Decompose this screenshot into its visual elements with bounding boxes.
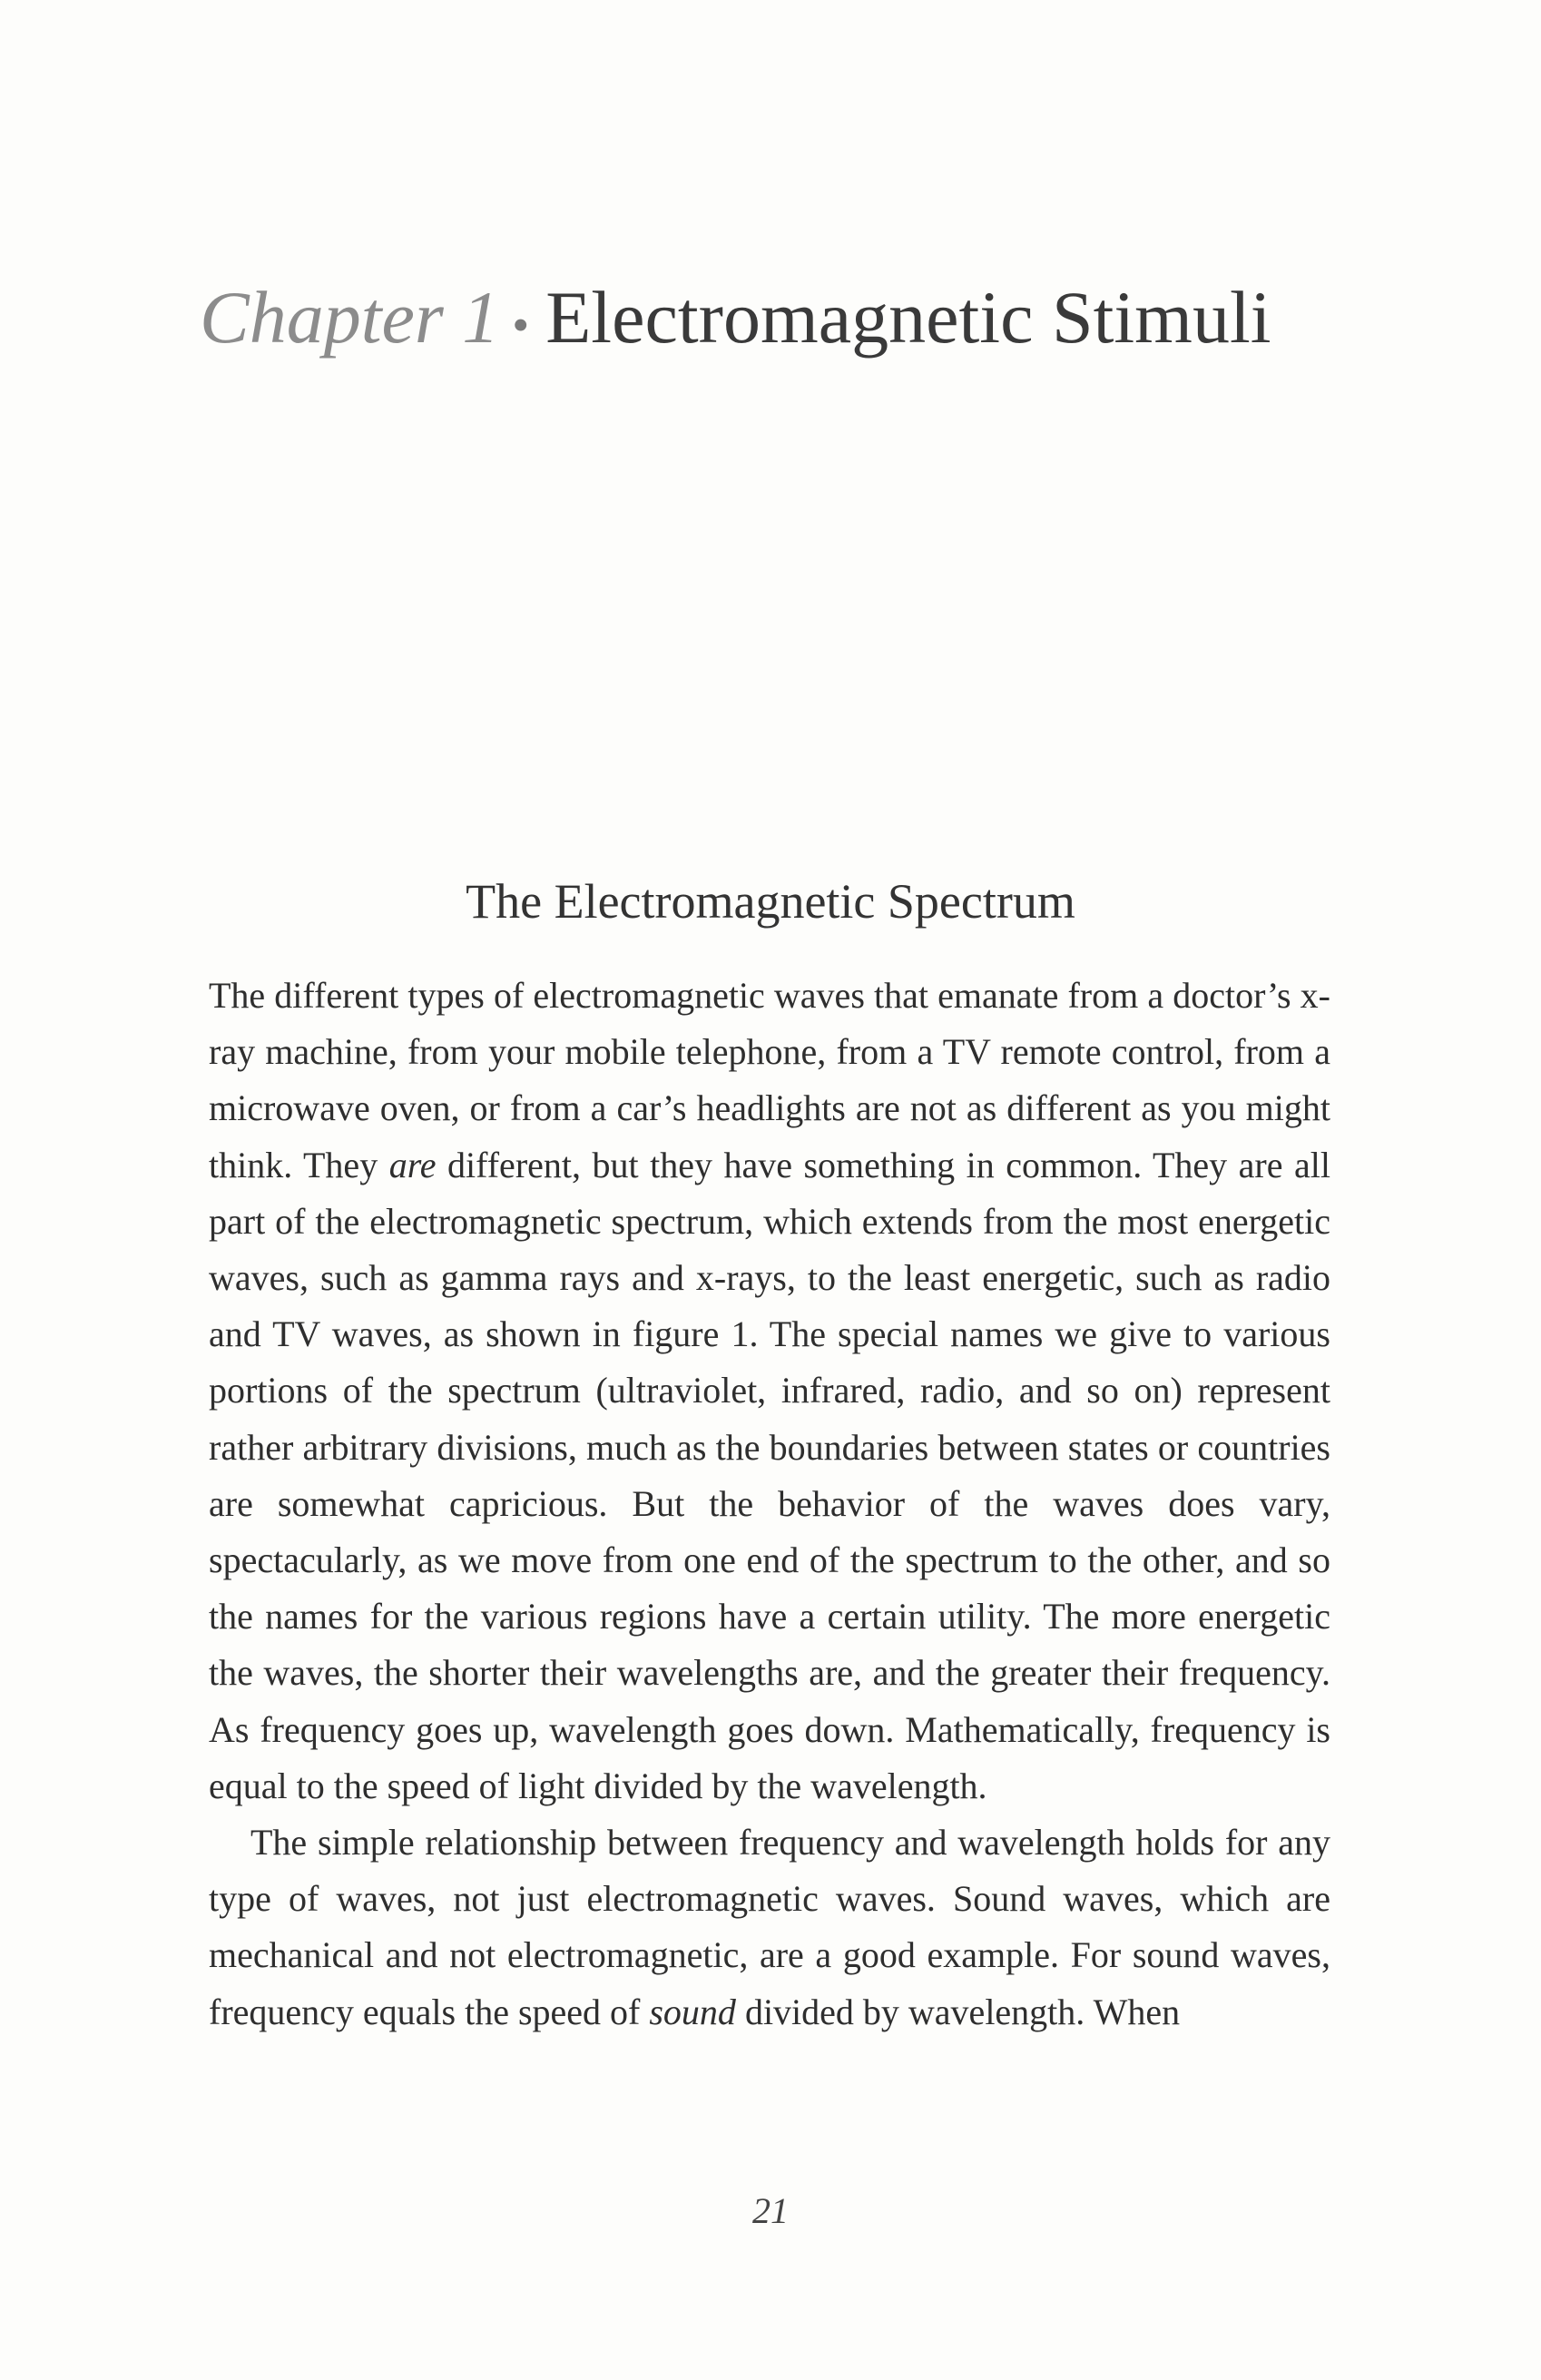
section-heading: The Electromagnetic Spectrum: [466, 874, 1075, 929]
chapter-title: Electromagnetic Stimuli: [545, 276, 1271, 359]
paragraph-1-emphasis: are: [388, 1144, 437, 1185]
chapter-label: Chapter 1: [200, 276, 500, 359]
paragraph-2: [209, 1815, 1330, 2041]
paragraph-1-part-a: The different types of electromagnetic waves that emanate from a doctor’s x-ray machine, from your mobile telephone, from a TV remote control, from a microwave oven, or from a car’s headlights are not as different as you might think. They: [209, 975, 1330, 1185]
chapter-heading: [200, 272, 1379, 370]
bullet-separator: •: [512, 298, 530, 353]
paragraph-1-part-b: different, but they have something in common. They are all part of the electromagnetic spectrum, which extends from the most energetic waves, such as gamma rays and x-rays, to the least energetic, such as radio and TV waves, as shown in figure 1. The special names we give to various portions of the spectrum (ultraviolet, infrared, radio, and so on) represent rather arbitrary divisions, much as the boundaries between states or countries are somewhat capricious. But the behavior of the waves does vary, spectacularly, as we move from one end of the spectrum to the other, and so the names for the various regions have a certain utility. The more energetic the waves, the shorter their wavelengths are, and the greater their frequency. As frequency goes up, wavelength goes down. Mathematically, frequency is equal to the speed of light divided by the wavelength.: [209, 1144, 1330, 1806]
paragraph-2-part-a: The simple relationship between frequency and wavelength holds for any type of waves, not just electromagnetic waves. Sound waves, which are mechanical and not electromagnetic, are a good example. For sound waves, frequency equals the speed of: [209, 1822, 1330, 2032]
page-number: 21: [752, 2190, 789, 2231]
paragraph-1: [209, 968, 1330, 1815]
paragraph-2-part-b: divided by wavelength. When: [735, 1991, 1181, 2032]
body-text: [209, 968, 1330, 2041]
paragraph-2-emphasis: sound: [649, 1991, 736, 2032]
